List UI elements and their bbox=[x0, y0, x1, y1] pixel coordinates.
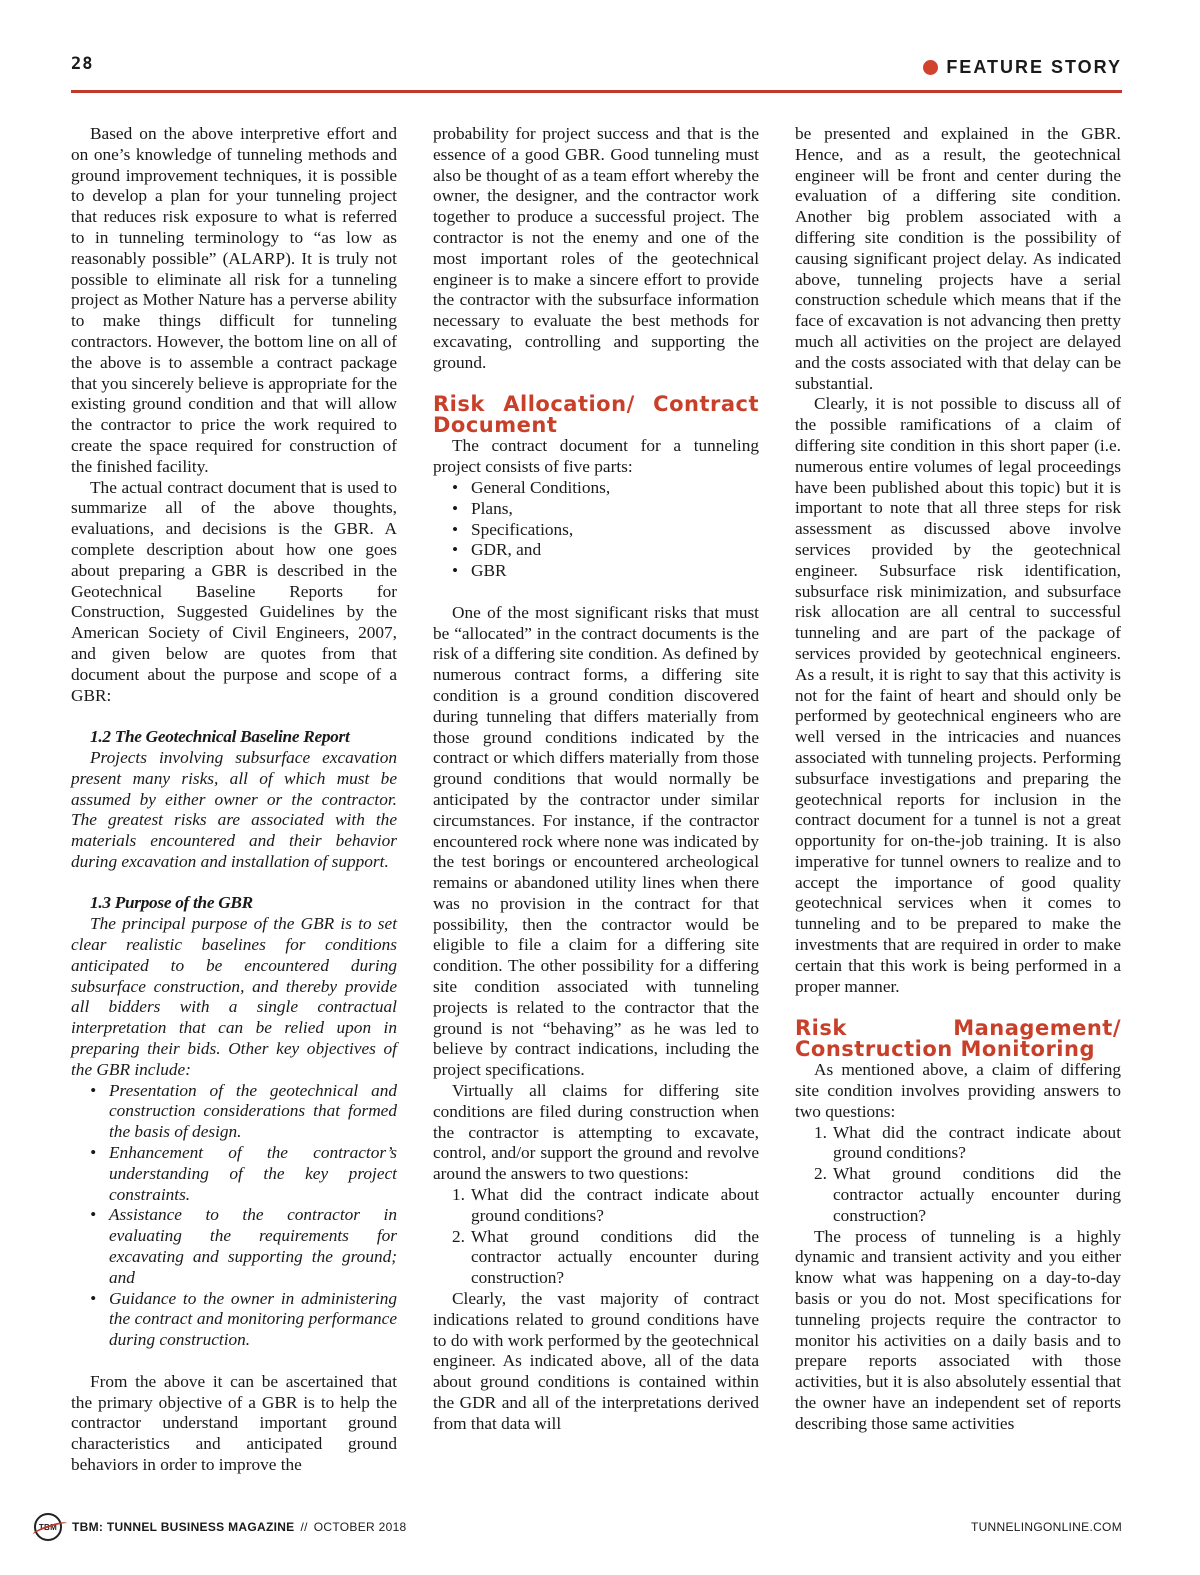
section-heading: Risk Allocation/ Contract Document bbox=[433, 392, 759, 438]
magazine-name: TBM: TUNNEL BUSINESS MAGAZINE bbox=[72, 1520, 295, 1534]
list-item: • Assistance to the contractor in evaluating the requirements for excavating and supporting the ground; and bbox=[90, 1205, 397, 1288]
column-1 bbox=[71, 124, 397, 1476]
list-item bbox=[814, 1123, 1121, 1165]
quote-paragraph: The principal purpose of the GBR is to set clear realistic baselines for conditions anticipated to be encountered during subsurface construction, and thereby provide all bidders with a single contractual interpretation that can be relied upon in preparing their bids. Other key objectives of the GBR include: bbox=[71, 914, 397, 1079]
footer-separator: // bbox=[300, 1520, 308, 1534]
section-heading: Risk Management/ Construction Monitoring bbox=[795, 1016, 1121, 1062]
column-3 bbox=[795, 124, 1121, 1435]
list-item bbox=[452, 1185, 759, 1227]
list-text: What ground conditions did the contractor actually encounter during construction? bbox=[471, 1226, 759, 1288]
list-item: • Enhancement of the contractor’s understanding of the key project constraints. bbox=[90, 1143, 397, 1205]
tbm-logo-icon: TBM bbox=[34, 1513, 62, 1541]
paragraph: Based on the above interpretive effort and on one’s knowledge of tunneling methods and ground improvement techniques, it is possible to develop a plan for your tunneling project that reduces risk exposure to what is referred to in tunneling terminology to “as low as reasonably possible” (ALARP). It is truly not possible to eliminate all risk for a tunneling project as Mother Nature has a perverse ability to make things difficult for tunneling contractors. However, the bottom line on all of the above is to assemble a contract package that you sincerely believe is appropriate for the existing ground condition and that will allow the contractor to price the work required to create the space required for construction of the finished facility. bbox=[71, 124, 397, 476]
list-item bbox=[452, 1227, 759, 1289]
issue-date: OCTOBER 2018 bbox=[313, 1520, 407, 1534]
paragraph: be presented and explained in the GBR. Hence, and as a result, the geotechnical engineer will be front and center during the evaluation of a differing site condition. Another big problem associated with a differing site condition is the possibility of causing significant project delay. As indicated above, tunneling projects have a serial construction schedule which means that if the face of excavation is not advancing then pretty much all activities on the project are delayed and the costs associated with that delay can be substantial. bbox=[795, 124, 1121, 393]
paragraph: Clearly, it is not possible to discuss all of the possible ramifications of a claim of differing site condition in this short paper (i.e. numerous entire volumes of legal proceedings have been published about this topic) but it is important to note that all three steps for risk assessment as discussed above involve services provided by the geotechnical engineer. Subsurface risk identification, subsurface risk minimization, and subsurface risk allocation are all central to successful tunneling and are part of the package of services provided by geotechnical engineers. As a result, it is right to say that this activity is not for the faint of heart and should only be performed by geotechnical engineers who are well versed in the intricacies and nuances associated with tunneling projects. Performing subsurface investigations and preparing the geotechnical reports for inclusion in the contract document for a tunnel is not a great opportunity for on-the-job training. It is also imperative for tunnel owners to realize and to accept the importance of good quality geotechnical services when it comes to tunneling and to be prepared to make the investments that are required in order to make certain that this work is being performed in a proper manner. bbox=[795, 394, 1121, 996]
paragraph: From the above it can be ascertained that the primary objective of a GBR is to help the contractor understand important ground characteristics and anticipated ground behaviors in order to improve the bbox=[71, 1371, 397, 1474]
paragraph: As mentioned above, a claim of differing site condition involves providing answers to two questions: bbox=[795, 1060, 1121, 1121]
list-number: 1. bbox=[452, 1185, 465, 1205]
list-item: • Specifications, bbox=[452, 520, 759, 541]
quote-title: 1.3 Purpose of the GBR bbox=[90, 893, 253, 913]
paragraph: The actual contract document that is used to summarize all of the above thoughts, evaluations, and decisions is the GBR. A complete description about how one goes about preparing a GBR is described in the Geotechnical Baseline Reports for Construction, Suggested Guidelines by the American Society of Civil Engineers, 2007, and given below are quotes from that document about the purpose and scope of a GBR: bbox=[71, 477, 397, 705]
paragraph: One of the most significant risks that must be “allocated” in the contract documents is the risk of a differing site condition. As defined by numerous contract forms, a differing site condition is a ground condition discovered during tunneling that differs materially from those ground conditions indicated by the contract or which differs materially from those ground conditions that would normally be anticipated by the contractor under similar circumstances. For instance, if the contractor encountered rock where none was indicated by the test borings or encountered archeological remains or abandoned utility lines when there was no provision in the contract for that possibility, then the contractor would be eligible to file a claim for a differing site condition. The other possibility for a differing site condition associated with tunneling projects is related to the contractor that the ground is not “behaving” as he was led to believe by contract indications, including the project specifications. bbox=[433, 602, 759, 1080]
list-text: What did the contract indicate about ground conditions? bbox=[471, 1185, 759, 1225]
list-item: • General Conditions, bbox=[452, 478, 759, 499]
list-number: 1. bbox=[814, 1122, 827, 1142]
list-item: • Plans, bbox=[452, 499, 759, 520]
list-item: • Presentation of the geotechnical and construction considerations that formed the basis of design. bbox=[90, 1081, 397, 1143]
list-text: What ground conditions did the contractor actually encounter during construction? bbox=[833, 1164, 1121, 1225]
paragraph: The contract document for a tunneling project consists of five parts: bbox=[433, 436, 759, 477]
list-item: • Guidance to the owner in administering the contract and monitoring performance during construction. bbox=[90, 1289, 397, 1351]
questions-list bbox=[452, 1185, 759, 1289]
quote-paragraph: Projects involving subsurface excavation present many risks, all of which must be assumed by either owner or the contractor. The greatest risks are associated with the materials encountered and their behavior during excavation and installation of support. bbox=[71, 747, 397, 871]
quote-title: 1.2 The Geotechnical Baseline Report bbox=[90, 727, 350, 747]
list-number: 2. bbox=[452, 1226, 465, 1246]
list-text: What did the contract indicate about ground conditions? bbox=[833, 1122, 1121, 1163]
paragraph: Virtually all claims for differing site conditions are filed during construction when the contractor is attempting to excavate, control, and/or support the ground and revolve around the answers to two questions: bbox=[433, 1081, 759, 1184]
header-rule bbox=[71, 90, 1122, 93]
section-title: FEATURE STORY bbox=[946, 57, 1122, 77]
list-item: • GBR bbox=[452, 561, 759, 582]
contract-parts-list bbox=[452, 478, 759, 582]
website-link[interactable]: TUNNELINGONLINE.COM bbox=[970, 1520, 1122, 1534]
objectives-list bbox=[90, 1081, 397, 1351]
section-label bbox=[923, 57, 1122, 78]
paragraph: The process of tunneling is a highly dynamic and transient activity and you either know what was happening on a day-to-day basis or you do not. Most specifications for tunneling projects require the contractor to monitor his activities on a daily basis and to prepare reports associated with those activities, but it is also absolutely essential that the owner have an independent set of reports describing those same activities bbox=[795, 1226, 1121, 1433]
page-number: 28 bbox=[71, 54, 94, 74]
list-item bbox=[814, 1164, 1121, 1226]
section-dot-icon bbox=[923, 60, 938, 75]
list-number: 2. bbox=[814, 1164, 827, 1184]
column-2 bbox=[433, 124, 759, 1435]
questions-list bbox=[814, 1123, 1121, 1227]
list-item: • GDR, and bbox=[452, 540, 759, 561]
page-footer bbox=[34, 1512, 1122, 1542]
paragraph: Clearly, the vast majority of contract indications related to ground conditions have to do with work performed by the geotechnical engineer. As indicated above, all of the data about ground conditions is contained within the GDR and all of the interpretations derived from that data will bbox=[433, 1289, 759, 1433]
paragraph: probability for project success and that is the essence of a good GBR. Good tunneling must also be thought of as a team effort whereby the owner, the designer, and the contractor work together to produce a successful project. The contractor is not the enemy and one of the most important roles of the geotechnical engineer is to make a sincere effort to provide the contractor with the subsurface information necessary to evaluate the best methods for excavating, controlling and supporting the ground. bbox=[433, 124, 759, 372]
